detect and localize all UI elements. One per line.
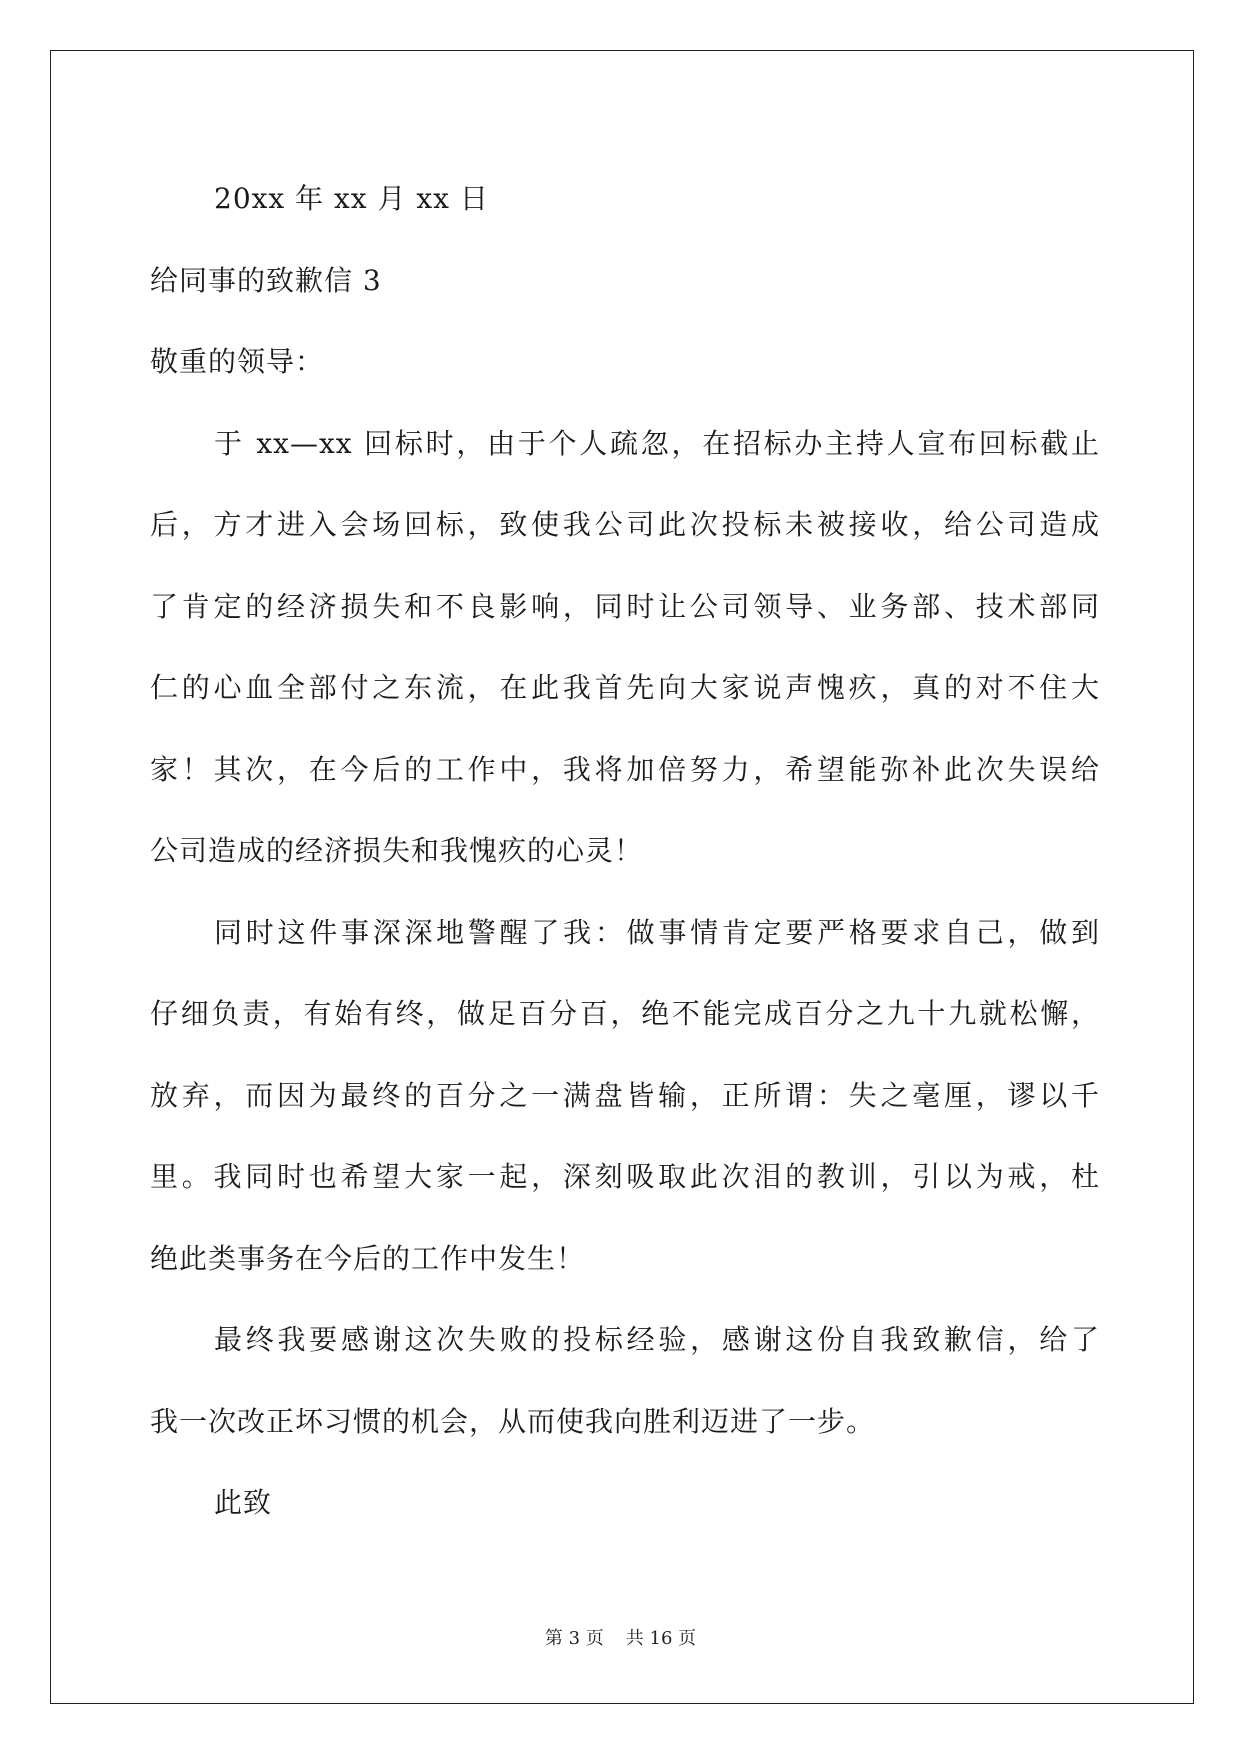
paragraph-1	[150, 403, 1100, 892]
paragraph-line: 放弃，而因为最终的百分之一满盘皆输，正所谓：失之毫厘，谬以千	[150, 1078, 1100, 1112]
paragraph-line: 绝此类事务在今后的工作中发生！	[150, 1241, 586, 1275]
paragraph-line: 同时这件事深深地警醒了我：做事情肯定要严格要求自己，做到	[214, 915, 1100, 949]
paragraph-2	[150, 892, 1100, 1300]
paragraph-line: 后，方才进入会场回标，致使我公司此次投标未被接收，给公司造成	[150, 508, 1100, 541]
paragraph-3	[150, 1299, 1100, 1462]
letter-title: 给同事的致歉信 3	[150, 263, 382, 297]
letter-closing: 此致	[214, 1486, 273, 1519]
letter-date: 20xx 年 xx 月 xx 日	[214, 182, 489, 215]
paragraph-line: 仔细负责，有始有终，做足百分百，绝不能完成百分之九十九就松懈，	[150, 997, 1100, 1030]
paragraph-line: 于 xx—xx 回标时，由于个人疏忽，在招标办主持人宣布回标截止	[214, 426, 1100, 460]
page-number: 第 3 页	[544, 1628, 604, 1649]
paragraph-line: 我一次改正坏习惯的机会，从而使我向胜利迈进了一步。	[150, 1404, 876, 1438]
paragraph-line: 最终我要感谢这次失败的投标经验，感谢这份自我致歉信，给了	[214, 1323, 1100, 1356]
page-total: 共 16 页	[625, 1628, 697, 1649]
paragraph-line: 仁的心血全部付之东流，在此我首先向大家说声愧疚，真的对不住大	[150, 671, 1100, 704]
paragraph-line: 里。我同时也希望大家一起，深刻吸取此次泪的教训，引以为戒，杜	[150, 1160, 1100, 1193]
paragraph-line: 家！其次，在今后的工作中，我将加倍努力，希望能弥补此次失误给	[150, 752, 1100, 786]
letter-body	[150, 158, 1100, 1544]
page-footer	[0, 1624, 1241, 1650]
paragraph-line: 公司造成的经济损失和我愧疚的心灵！	[150, 834, 644, 867]
paragraph-line: 了肯定的经济损失和不良影响，同时让公司领导、业务部、技术部同	[150, 589, 1100, 623]
letter-salutation: 敬重的领导：	[150, 345, 325, 378]
